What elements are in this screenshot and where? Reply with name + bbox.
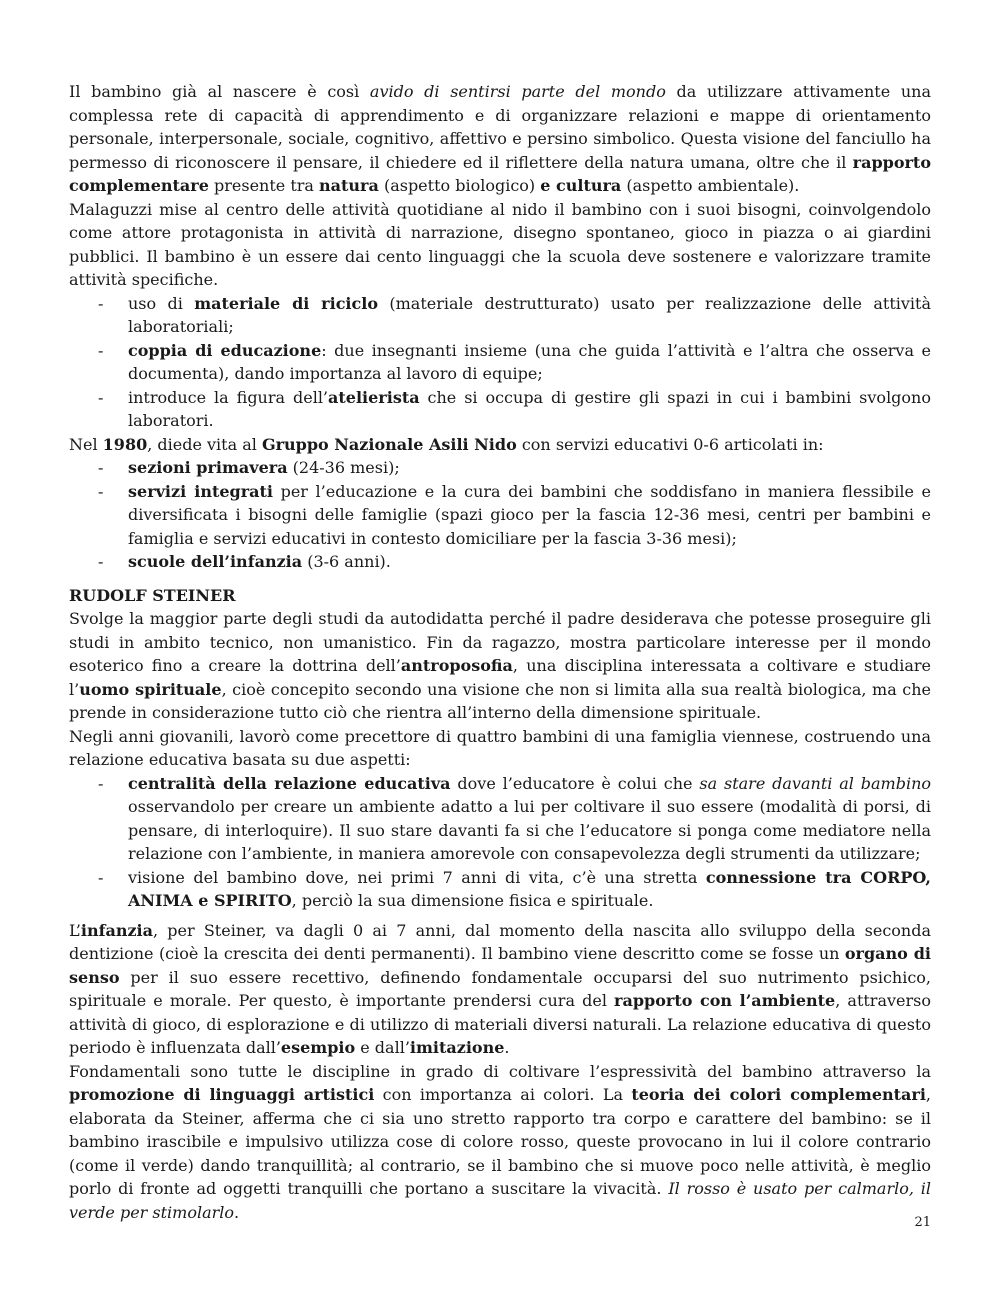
text: (aspetto ambientale). bbox=[621, 176, 800, 195]
bold-text: scuole dell’infanzia bbox=[128, 552, 303, 571]
list-item bbox=[69, 866, 931, 913]
italic-text: Il rosso è usato per calmarlo, il verde per stimolarlo bbox=[69, 1179, 932, 1222]
list-dash: - bbox=[98, 552, 104, 571]
list-servizi bbox=[69, 456, 931, 574]
list-item bbox=[69, 339, 931, 386]
text: dove l’educatore è colui che bbox=[450, 773, 700, 793]
text: da utilizzare attivamente una complessa rete di capacità di apprendimento e di organizzare relazioni e mappe di orientamento personale, interpersonale, sociale, cognitivo, affettivo e persino simbolico. Questa visione del fanciullo ha permesso di riconoscere il pensare, il chiedere ed il riflettere della natura umana, oltre che il bbox=[69, 82, 932, 172]
paragraph-malaguzzi: Malaguzzi mise al centro delle attività quotidiane al nido il bambino con i suoi bisogni, coinvolgendolo come attore protagonista in attività di narrazione, disegno spontaneo, gioco in piazza o ai giardini pubblici. Il bambino è un essere dai cento linguaggi che la scuola deve sostenere e valorizzare tramite attività specifiche. bbox=[69, 199, 931, 289]
italic-text: avido di sentirsi parte del mondo bbox=[369, 82, 666, 101]
paragraph-colori bbox=[69, 1060, 931, 1225]
bold-text: esempio bbox=[280, 1038, 356, 1057]
bold-text: rapporto complementare bbox=[69, 152, 931, 195]
list-dash: - bbox=[98, 867, 104, 887]
list-aspetti bbox=[69, 772, 931, 913]
text: (aspetto biologico) bbox=[378, 176, 541, 195]
list-item bbox=[69, 456, 931, 480]
list-dash: - bbox=[98, 458, 104, 477]
text: , una disciplina interessata a coltivare e studiare l’ bbox=[69, 656, 932, 699]
paragraph-nascita bbox=[69, 80, 931, 198]
list-dash: - bbox=[98, 773, 104, 793]
text: , perciò la sua dimensione fisica e spirituale. bbox=[291, 891, 654, 910]
bold-text: sezioni primavera bbox=[128, 458, 288, 477]
bold-text: teoria dei colori complementari bbox=[631, 1085, 926, 1104]
text: (24-36 mesi); bbox=[287, 458, 400, 477]
bold-text: infanzia bbox=[80, 920, 153, 940]
text: . bbox=[234, 1202, 240, 1222]
page-number: 21 bbox=[914, 1215, 931, 1230]
text: , attraverso attività di gioco, di esplorazione e di utilizzo di materiali diversi naturali. La relazione educativa di questo periodo è influenzata dall’ bbox=[69, 991, 931, 1057]
paragraph-steiner-studi bbox=[69, 607, 931, 725]
bold-text: rapporto con l’ambiente bbox=[614, 991, 836, 1010]
text: , per Steiner, va dagli 0 ai 7 anni, dal momento della nascita allo sviluppo della seconda dentizione (cioè la crescita dei denti permanenti). Il bambino viene descritto come se fosse un bbox=[69, 920, 931, 963]
text: Il bambino già al nascere è così bbox=[69, 82, 370, 101]
list-dash: - bbox=[98, 481, 104, 501]
text: , cioè concepito secondo una visione che non si limita alla sua realtà biologica, ma che prende in considerazione tutto ciò che rientra all’interno della dimensione spirituale. bbox=[69, 679, 932, 722]
section-heading: RUDOLF STEINER bbox=[69, 585, 236, 605]
paragraph-infanzia bbox=[69, 919, 931, 1060]
text: : due insegnanti insieme (una che guida l’attività e l’altra che osserva e documenta), dando importanza al lavoro di equipe; bbox=[128, 340, 931, 383]
text: con importanza ai colori. La bbox=[374, 1085, 632, 1104]
bold-text: 1980 bbox=[102, 434, 148, 454]
bold-text: imitazione bbox=[409, 1038, 505, 1057]
bold-text: coppia di educazione bbox=[128, 340, 322, 360]
list-dash: - bbox=[98, 340, 104, 360]
text: , elaborata da Steiner, afferma che ci sia uno stretto rapporto tra corpo e carattere del bambino: se il bambino irascibile e impulsivo utilizza cose di colore rosso, queste provocano in lui il colore contrario (come il verde) dando tranquillità; al contrario, se il bambino che si muove poco nelle attività, è meglio porlo di fronte ad oggetti tranquilli che portano a suscitare la vivacità. bbox=[69, 1085, 931, 1198]
list-dash: - bbox=[98, 387, 104, 407]
text: Svolge la maggior parte degli studi da autodidatta perché il padre desiderava che potesse proseguire gli studi in ambito tecnico, non umanistico. Fin da ragazzo, mostra particolare interesse per il mondo esoterico fino a creare la dottrina dell’ bbox=[69, 609, 931, 675]
paragraph-precettore: Negli anni giovanili, lavorò come precettore di quattro bambini di una famiglia viennese, costruendo una relazione educativa basata su due aspetti: bbox=[69, 726, 931, 769]
text: per il suo essere recettivo, definendo fondamentale occuparsi del suo nutrimento psichico, spirituale e morale. Per questo, è importante prendersi cura del bbox=[69, 967, 931, 1010]
italic-text: sa stare davanti al bambino bbox=[699, 773, 932, 793]
bold-text: e cultura bbox=[540, 176, 622, 195]
bold-text: organo di senso bbox=[69, 944, 932, 987]
text: L’ bbox=[69, 920, 81, 940]
text: presente tra bbox=[208, 176, 320, 195]
document-page bbox=[69, 80, 931, 1224]
list-attivita bbox=[69, 292, 931, 433]
text: (materiale destrutturato) usato per realizzazione delle attività laboratoriali; bbox=[128, 293, 932, 336]
bold-text: antroposofia bbox=[400, 656, 513, 675]
text: . bbox=[504, 1038, 510, 1057]
bold-text: Gruppo Nazionale Asili Nido bbox=[261, 434, 517, 454]
bold-text: natura bbox=[319, 176, 379, 195]
list-item bbox=[69, 386, 931, 433]
list-item bbox=[69, 550, 931, 574]
list-item bbox=[69, 772, 931, 866]
text: uso di bbox=[128, 293, 195, 313]
text: introduce la figura dell’ bbox=[128, 387, 329, 407]
text: (3-6 anni). bbox=[302, 552, 391, 571]
list-dash: - bbox=[98, 293, 104, 313]
bold-text: materiale di riciclo bbox=[194, 293, 379, 313]
text: osservandolo per creare un ambiente adatto a lui per coltivare il suo essere (modalità di porsi, di pensare, di interloquire). Il suo stare davanti fa si che l’educatore si ponga come mediatore nella relazione con l’ambiente, in maniera amorevole con consapevolezza degli strumenti da utilizzare; bbox=[128, 797, 931, 863]
text: Nel bbox=[69, 434, 103, 454]
spacer bbox=[69, 574, 931, 584]
text: , diede vita al bbox=[147, 434, 262, 454]
bold-text: connessione tra CORPO, ANIMA e SPIRITO bbox=[128, 867, 932, 910]
text: visione del bambino dove, nei primi 7 anni di vita, c’è una stretta bbox=[128, 867, 706, 887]
bold-text: servizi integrati bbox=[128, 481, 273, 501]
bold-text: uomo spirituale bbox=[79, 679, 222, 699]
text: che si occupa di gestire gli spazi in cui i bambini svolgono laboratori. bbox=[128, 387, 931, 430]
list-item bbox=[69, 480, 931, 551]
text: per l’educazione e la cura dei bambini che soddisfano in maniera flessibile e diversificata i bisogni delle famiglie (spazi gioco per la fascia 12-36 mesi, centri per bambini e famiglia e servizi educativi in contesto domiciliare per la fascia 3-36 mesi); bbox=[128, 481, 931, 548]
bold-text: atelierista bbox=[328, 387, 420, 407]
text: con servizi educativi 0-6 articolati in: bbox=[516, 434, 824, 454]
text: e dall’ bbox=[355, 1038, 410, 1057]
list-item bbox=[69, 292, 931, 339]
paragraph-1980 bbox=[69, 433, 931, 457]
bold-text: centralità della relazione educativa bbox=[128, 773, 451, 793]
bold-text: promozione di linguaggi artistici bbox=[69, 1085, 375, 1104]
text: Fondamentali sono tutte le discipline in grado di coltivare l’espressività del bambino attraverso la bbox=[69, 1061, 931, 1081]
